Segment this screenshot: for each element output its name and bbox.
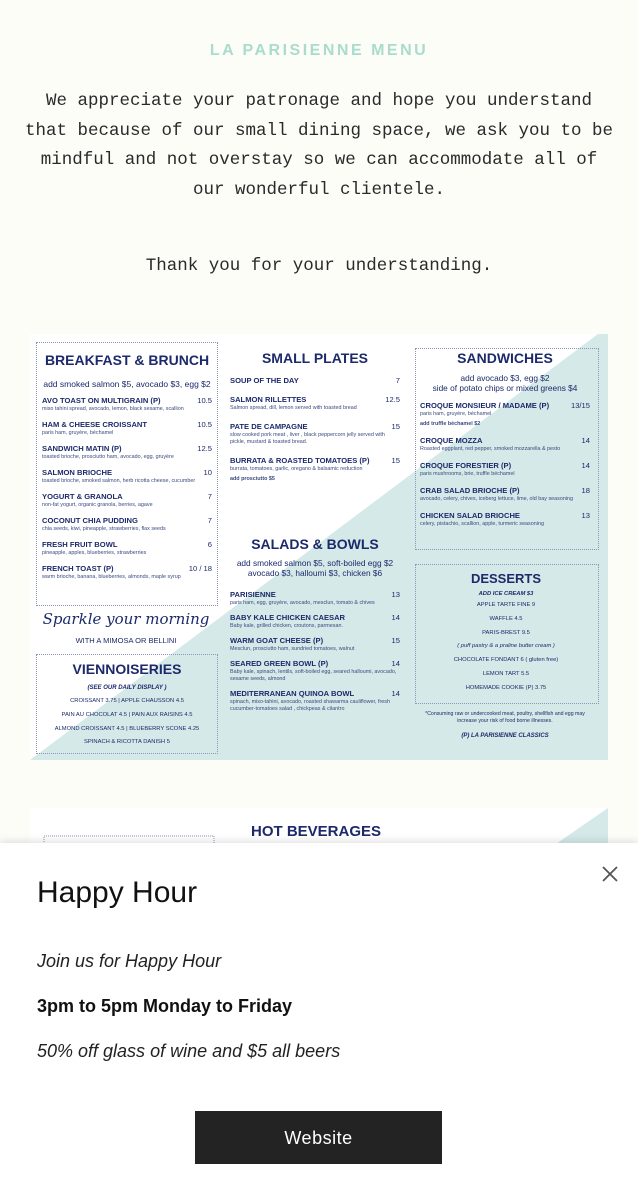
menu-item: [230, 613, 400, 630]
menu-line: ( puff pastry & a praline butter cream ): [457, 643, 555, 650]
menu-item: [420, 436, 590, 453]
menu-item: [230, 376, 400, 385]
classics-note: (P) LA PARISIENNE CLASSICS: [461, 733, 549, 739]
menu-line: ALMOND CROISSANT 4.5 | BLUEBERRY SCONE 4.25: [54, 725, 200, 732]
menu-item-price: 7: [395, 376, 400, 385]
menu-item-name: SEARED GREEN BOWL (P): [230, 659, 329, 668]
menu-item-price: 10: [203, 468, 212, 477]
menu-item-desc: slow cooked pork meat , liver , black peppercorn jelly served with pickle, mustard & toasted bread.: [230, 432, 385, 445]
menu-item-desc: paris ham, egg, gruyère, avocado, mesclun, tomato & chives: [230, 600, 375, 606]
menu-item-name: CRAB SALAD BRIOCHE (P): [420, 486, 520, 495]
menu-item-name: SALMON BRIOCHE: [42, 468, 113, 477]
menu-item-desc: chia seeds, kiwi, pineapple, strawberries, flax seeds: [42, 526, 166, 532]
thanks-text: Thank you for your understanding.: [145, 256, 493, 276]
menu-line: HOMEMADE COOKIE (P) 3.75: [465, 684, 547, 691]
menu-item: [42, 564, 212, 581]
breakfast-subtitle: add smoked salmon $5, avocado $3, egg $2: [43, 379, 211, 389]
menu-item-desc: toasted brioche, smoked salmon, herb ricotta cheese, cucumber: [42, 478, 196, 484]
menu-item-name: CROQUE MONSIEUR / MADAME (P): [420, 401, 550, 410]
menu-item: [230, 456, 400, 483]
salads-section: [230, 536, 400, 713]
menu-item-name: YOGURT & GRANOLA: [42, 492, 123, 501]
menu-item: [42, 468, 212, 485]
menu-item-name: MEDITERRANEAN QUINOA BOWL: [230, 689, 355, 698]
menu-item-name: CROQUE FORESTIER (P): [420, 461, 512, 470]
sparkle-script: Sparkle your morning: [42, 610, 210, 628]
menu-item-name: PATE DE CAMPAGNE: [230, 422, 308, 431]
menu-item: [42, 396, 212, 413]
close-icon: [598, 862, 622, 886]
menu-item-price: 7: [207, 516, 212, 525]
menu-item-desc: avocado, celery, chives, iceberg lettuce, lime, old bay seasoning: [420, 496, 574, 502]
website-button[interactable]: Website: [195, 1111, 442, 1164]
popup-intro: Join us for Happy Hour: [37, 951, 222, 971]
desserts-title: DESSERTS: [470, 571, 542, 586]
menu-item-price: 10.5: [197, 396, 212, 405]
menu-item-name: SALMON RILLETTES: [230, 395, 307, 404]
menu-item-name: COCONUT CHIA PUDDING: [42, 516, 138, 525]
menu-item: [42, 492, 212, 509]
sandwiches-subtitle-2: side of potato chips or mixed greens $4: [432, 383, 578, 393]
menu-item-name: PARISIENNE: [230, 590, 276, 599]
menu-item: [420, 486, 590, 503]
menu-item-price: 14: [391, 659, 400, 668]
menu-line: SPINACH & RICOTTA DANISH 5: [84, 739, 170, 746]
menu-item: [230, 422, 400, 446]
menu-item-extra: add truffle béchamel $2: [420, 421, 481, 427]
menu-item-price: 14: [581, 436, 590, 445]
menu-item: [42, 540, 212, 557]
menu-item-name: WARM GOAT CHEESE (P): [230, 636, 324, 645]
menu-item-desc: warm brioche, banana, blueberries, almonds, maple syrup: [42, 574, 181, 580]
menu-item-name: FRENCH TOAST (P): [42, 564, 114, 573]
menu-item-name: AVO TOAST ON MULTIGRAIN (P): [42, 396, 161, 405]
menu-item-name: CROQUE MOZZA: [420, 436, 483, 445]
sandwiches-subtitle-1: add avocado $3, egg $2: [460, 373, 550, 383]
popup-title: Happy Hour: [37, 876, 198, 909]
menu-item: [230, 395, 400, 412]
menu-item-price: 13/15: [570, 401, 590, 410]
sandwiches-section: [420, 350, 590, 528]
sandwiches-title: SANDWICHES: [457, 350, 553, 366]
salads-title: SALADS & BOWLS: [251, 536, 379, 552]
disclaimer: *Consuming raw or undercooked meat, poultry, shellfish and egg may increase your risk of food borne illnesses.: [425, 711, 585, 724]
menu-image: [30, 334, 608, 760]
menu-item-desc: non-fat yogurt, organic granola, berries, agave: [42, 502, 153, 508]
menu-line: PARIS-BREST 9.5: [482, 629, 530, 636]
popup-offer: 50% off glass of wine and $5 all beers: [37, 1041, 341, 1061]
menu-item-desc: Baby kale, grilled chicken, croutons, parmesan.: [230, 623, 343, 629]
menu-line: CHOCOLATE FONDANT 6 ( gluten free): [453, 657, 559, 664]
menu-item-desc: paris ham, gruyère, béchamel: [42, 430, 114, 436]
menu-item: [420, 511, 590, 528]
hot-beverages-title: HOT BEVERAGES: [250, 823, 382, 840]
menu-item: [42, 516, 212, 533]
menu-line: WAFFLE 4.5: [489, 615, 523, 622]
breakfast-title: BREAKFAST & BRUNCH: [44, 352, 210, 368]
menu-item-price: 12.5: [385, 395, 400, 404]
menu-item: [230, 590, 400, 607]
menu-item: [230, 659, 400, 683]
menu-item-price: 10.5: [197, 420, 212, 429]
menu-item-desc: paris ham, gruyère, béchamel: [420, 411, 492, 417]
menu-item-price: 13: [391, 590, 400, 599]
menu-item-price: 15: [391, 456, 400, 465]
salads-subtitle-2: avocado $3, halloumi $3, chicken $6: [247, 568, 383, 578]
menu-item-desc: paris mushrooms, brie, truffle béchamel: [420, 471, 515, 477]
menu-line: PAIN AU CHOCOLAT 4.5 | PAIN AUX RAISINS 4.5: [61, 711, 193, 718]
menu-item-desc: Mesclun, prosciutto ham, sundried tomatoes, walnut: [230, 646, 355, 652]
menu-item-desc: miso tahini spread, avocado, lemon, black sesame, scallion: [42, 406, 184, 412]
close-button[interactable]: [598, 862, 622, 886]
menu-item-name: SANDWICH MATIN (P): [42, 444, 122, 453]
menu-item-name: SOUP OF THE DAY: [230, 376, 299, 385]
menu-item-desc: celery, pistachio, scallion, apple, turmeric seasoning: [420, 521, 544, 527]
menu-item-name: BABY KALE CHICKEN CAESAR: [230, 613, 346, 622]
viennoiseries-title: VIENNOISERIES: [72, 661, 182, 677]
menu-item-price: 14: [391, 689, 400, 698]
menu-line: CROISSANT 3.75 | APPLE CHAUSSON 4.5: [70, 698, 184, 704]
menu-item-desc: Roasted eggplant, red pepper, smoked mozzarella & pesto: [420, 446, 561, 452]
menu-item-name: HAM & CHEESE CROISSANT: [42, 420, 148, 429]
desserts-subtitle: ADD ICE CREAM $3: [478, 591, 534, 597]
popup-hours: 3pm to 5pm Monday to Friday: [37, 996, 293, 1016]
menu-item-desc: Baby kale, spinach, lentils, soft-boiled egg, seared halloumi, avocado, sesame seeds, almond: [230, 669, 397, 682]
menu-item-price: 6: [207, 540, 212, 549]
menu-item-extra: add prosciutto $5: [230, 476, 275, 482]
breakfast-section: [42, 352, 212, 581]
menu-item-desc: spinach, miso-tahini, avocado, roasted shawarma cauliflower, fresh cucumber-tomatoes salad , chickpeas & cilantro: [230, 699, 390, 712]
menu-item-desc: Salmon spread, dill, lemon served with toasted bread: [230, 405, 357, 411]
menu-item-name: FRESH FRUIT BOWL: [42, 540, 118, 549]
menu-item: [230, 689, 400, 713]
sparkle-subtitle: WITH A MIMOSA OR BELLINI: [75, 636, 177, 645]
menu-item-price: 7: [207, 492, 212, 501]
menu-item-desc: burrata, tomatoes, garlic, oregano & balsamic reduction: [230, 466, 363, 472]
salads-subtitle-1: add smoked salmon $5, soft-boiled egg $2: [236, 558, 394, 568]
menu-item-name: BURRATA & ROASTED TOMATOES (P): [230, 456, 370, 465]
menu-item: [42, 444, 212, 461]
desserts-section: [420, 571, 592, 696]
menu-item-price: 12.5: [197, 444, 212, 453]
menu-item-price: 18: [581, 486, 590, 495]
small-plates-title: SMALL PLATES: [261, 350, 369, 366]
menu-item-price: 15: [391, 636, 400, 645]
menu-item-desc: toasted brioche, prosciutto ham, avocado, egg, gruyère: [42, 454, 174, 460]
menu-line: LEMON TART 5.5: [482, 670, 530, 677]
menu-item-price: 13: [581, 511, 590, 520]
menu-item-price: 14: [391, 613, 400, 622]
viennoiseries-section: [42, 661, 212, 750]
viennoiseries-subtitle: (SEE OUR DAILY DISPLAY ): [87, 685, 167, 691]
menu-item-price: 10 / 18: [188, 564, 212, 573]
page-title: LA PARISIENNE MENU: [209, 42, 429, 59]
menu-item-price: 14: [581, 461, 590, 470]
menu-item: [42, 420, 212, 437]
notice-text: We appreciate your patronage and hope you understand that because of our small dining space, we ask you to be mindful and not overstay so we can accommodate all of our wonderful clientele.: [24, 91, 614, 200]
small-plates-section: [230, 350, 400, 483]
menu-item-desc: pineapple, apples, blueberries, strawberries: [42, 550, 147, 556]
menu-item: [420, 401, 590, 428]
menu-item: [230, 636, 400, 653]
menu-image-2: [30, 808, 608, 848]
menu-item-price: 15: [391, 422, 400, 431]
menu-item: [420, 461, 590, 478]
menu-item-name: CHICKEN SALAD BRIOCHE: [420, 511, 520, 520]
menu-line: APPLE TARTE FINE 9: [476, 602, 536, 608]
